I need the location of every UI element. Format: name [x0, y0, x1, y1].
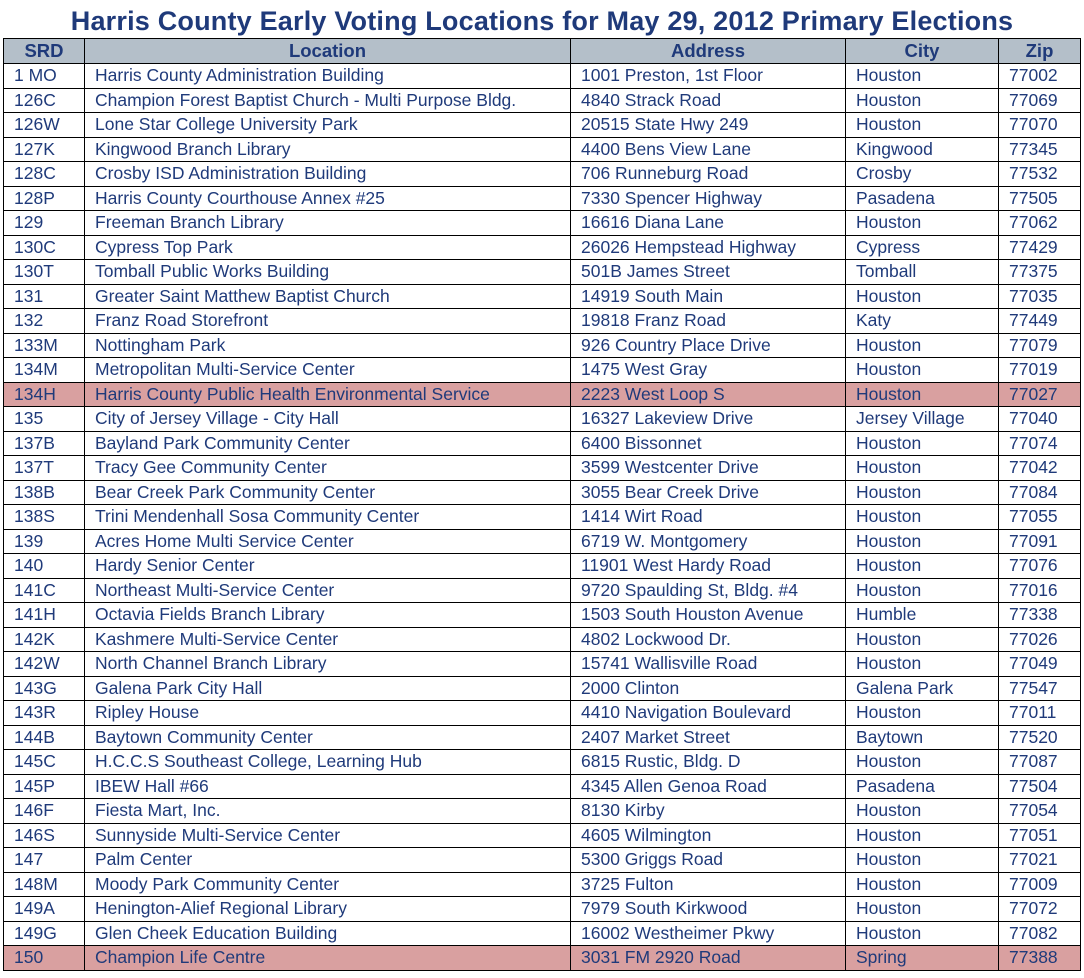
city-cell: Houston: [846, 88, 999, 113]
city-cell: Houston: [846, 382, 999, 407]
srd-cell: 147: [4, 848, 85, 873]
table-row: [4, 137, 1081, 162]
city-cell: Crosby: [846, 162, 999, 187]
location-cell: Octavia Fields Branch Library: [85, 603, 571, 628]
srd-cell: 150: [4, 946, 85, 971]
zip-cell: 77035: [999, 284, 1081, 309]
location-cell: Champion Forest Baptist Church - Multi Purpose Bldg.: [85, 88, 571, 113]
location-cell: Bayland Park Community Center: [85, 431, 571, 456]
location-cell: Trini Mendenhall Sosa Community Center: [85, 505, 571, 530]
city-cell: Baytown: [846, 725, 999, 750]
table-row: [4, 529, 1081, 554]
table-row: [4, 848, 1081, 873]
zip-cell: 77338: [999, 603, 1081, 628]
location-cell: Harris County Courthouse Annex #25: [85, 186, 571, 211]
srd-cell: 143R: [4, 701, 85, 726]
table-row: [4, 799, 1081, 824]
location-cell: Glen Cheek Education Building: [85, 921, 571, 946]
city-cell: Tomball: [846, 260, 999, 285]
table-row: [4, 64, 1081, 89]
zip-cell: 77388: [999, 946, 1081, 971]
location-cell: Tomball Public Works Building: [85, 260, 571, 285]
zip-cell: 77070: [999, 113, 1081, 138]
zip-cell: 77547: [999, 676, 1081, 701]
zip-cell: 77026: [999, 627, 1081, 652]
srd-cell: 141H: [4, 603, 85, 628]
srd-cell: 145P: [4, 774, 85, 799]
city-cell: Houston: [846, 333, 999, 358]
address-cell: 1414 Wirt Road: [571, 505, 846, 530]
table-row: [4, 88, 1081, 113]
city-cell: Houston: [846, 284, 999, 309]
table-row: [4, 652, 1081, 677]
table-row: [4, 382, 1081, 407]
city-cell: Houston: [846, 480, 999, 505]
address-cell: 4802 Lockwood Dr.: [571, 627, 846, 652]
voting-locations-table: [3, 38, 1081, 971]
zip-cell: 77429: [999, 235, 1081, 260]
zip-cell: 77074: [999, 431, 1081, 456]
zip-cell: 77054: [999, 799, 1081, 824]
srd-cell: 138B: [4, 480, 85, 505]
zip-cell: 77019: [999, 358, 1081, 383]
table-row: [4, 774, 1081, 799]
column-header-zip: Zip: [999, 39, 1081, 64]
address-cell: 9720 Spaulding St, Bldg. #4: [571, 578, 846, 603]
address-cell: 8130 Kirby: [571, 799, 846, 824]
srd-cell: 140: [4, 554, 85, 579]
address-cell: 7330 Spencer Highway: [571, 186, 846, 211]
address-cell: 4840 Strack Road: [571, 88, 846, 113]
table-row: [4, 260, 1081, 285]
table-row: [4, 211, 1081, 236]
column-header-srd: SRD: [4, 39, 85, 64]
zip-cell: 77375: [999, 260, 1081, 285]
zip-cell: 77091: [999, 529, 1081, 554]
zip-cell: 77016: [999, 578, 1081, 603]
city-cell: Houston: [846, 823, 999, 848]
table-row: [4, 162, 1081, 187]
city-cell: Pasadena: [846, 774, 999, 799]
address-cell: 6400 Bissonnet: [571, 431, 846, 456]
table-row: [4, 554, 1081, 579]
city-cell: Houston: [846, 456, 999, 481]
location-cell: Baytown Community Center: [85, 725, 571, 750]
zip-cell: 77504: [999, 774, 1081, 799]
table-row: [4, 235, 1081, 260]
city-cell: Houston: [846, 799, 999, 824]
city-cell: Houston: [846, 627, 999, 652]
address-cell: 4410 Navigation Boulevard: [571, 701, 846, 726]
address-cell: 1001 Preston, 1st Floor: [571, 64, 846, 89]
address-cell: 3055 Bear Creek Drive: [571, 480, 846, 505]
address-cell: 16616 Diana Lane: [571, 211, 846, 236]
city-cell: Jersey Village: [846, 407, 999, 432]
location-cell: Champion Life Centre: [85, 946, 571, 971]
zip-cell: 77079: [999, 333, 1081, 358]
location-cell: North Channel Branch Library: [85, 652, 571, 677]
city-cell: Houston: [846, 211, 999, 236]
address-cell: 3599 Westcenter Drive: [571, 456, 846, 481]
address-cell: 16002 Westheimer Pkwy: [571, 921, 846, 946]
address-cell: 4605 Wilmington: [571, 823, 846, 848]
location-cell: Galena Park City Hall: [85, 676, 571, 701]
column-header-city: City: [846, 39, 999, 64]
srd-cell: 146F: [4, 799, 85, 824]
table-row: [4, 603, 1081, 628]
zip-cell: 77051: [999, 823, 1081, 848]
zip-cell: 77002: [999, 64, 1081, 89]
address-cell: 16327 Lakeview Drive: [571, 407, 846, 432]
srd-cell: 131: [4, 284, 85, 309]
city-cell: Houston: [846, 652, 999, 677]
address-cell: 2407 Market Street: [571, 725, 846, 750]
address-cell: 6719 W. Montgomery: [571, 529, 846, 554]
location-cell: Cypress Top Park: [85, 235, 571, 260]
table-row: [4, 309, 1081, 334]
srd-cell: 129: [4, 211, 85, 236]
address-cell: 3725 Fulton: [571, 872, 846, 897]
location-cell: Hardy Senior Center: [85, 554, 571, 579]
srd-cell: 126W: [4, 113, 85, 138]
address-cell: 501B James Street: [571, 260, 846, 285]
table-row: [4, 358, 1081, 383]
table-row: [4, 676, 1081, 701]
location-cell: Acres Home Multi Service Center: [85, 529, 571, 554]
zip-cell: 77055: [999, 505, 1081, 530]
srd-cell: 149A: [4, 897, 85, 922]
table-row: [4, 333, 1081, 358]
location-cell: Ripley House: [85, 701, 571, 726]
zip-cell: 77009: [999, 872, 1081, 897]
address-cell: 2223 West Loop S: [571, 382, 846, 407]
header-row: [4, 39, 1081, 64]
zip-cell: 77505: [999, 186, 1081, 211]
srd-cell: 130T: [4, 260, 85, 285]
table-row: [4, 823, 1081, 848]
table-row: [4, 701, 1081, 726]
address-cell: 6815 Rustic, Bldg. D: [571, 750, 846, 775]
address-cell: 7979 South Kirkwood: [571, 897, 846, 922]
address-cell: 2000 Clinton: [571, 676, 846, 701]
location-cell: Fiesta Mart, Inc.: [85, 799, 571, 824]
zip-cell: 77532: [999, 162, 1081, 187]
srd-cell: 126C: [4, 88, 85, 113]
column-header-address: Address: [571, 39, 846, 64]
zip-cell: 77449: [999, 309, 1081, 334]
zip-cell: 77062: [999, 211, 1081, 236]
table-row: [4, 456, 1081, 481]
zip-cell: 77084: [999, 480, 1081, 505]
srd-cell: 134H: [4, 382, 85, 407]
location-cell: IBEW Hall #66: [85, 774, 571, 799]
zip-cell: 77520: [999, 725, 1081, 750]
srd-cell: 145C: [4, 750, 85, 775]
srd-cell: 137B: [4, 431, 85, 456]
location-cell: Northeast Multi-Service Center: [85, 578, 571, 603]
table-row: [4, 946, 1081, 971]
location-cell: Tracy Gee Community Center: [85, 456, 571, 481]
table-row: [4, 186, 1081, 211]
zip-cell: 77027: [999, 382, 1081, 407]
city-cell: Houston: [846, 554, 999, 579]
city-cell: Houston: [846, 750, 999, 775]
srd-cell: 149G: [4, 921, 85, 946]
srd-cell: 127K: [4, 137, 85, 162]
zip-cell: 77069: [999, 88, 1081, 113]
city-cell: Houston: [846, 921, 999, 946]
city-cell: Kingwood: [846, 137, 999, 162]
srd-cell: 128C: [4, 162, 85, 187]
location-cell: Franz Road Storefront: [85, 309, 571, 334]
zip-cell: 77082: [999, 921, 1081, 946]
location-cell: Henington-Alief Regional Library: [85, 897, 571, 922]
location-cell: Palm Center: [85, 848, 571, 873]
location-cell: Greater Saint Matthew Baptist Church: [85, 284, 571, 309]
table-row: [4, 480, 1081, 505]
table-body: [4, 64, 1081, 971]
city-cell: Houston: [846, 872, 999, 897]
location-cell: Harris County Administration Building: [85, 64, 571, 89]
address-cell: 926 Country Place Drive: [571, 333, 846, 358]
location-cell: Kashmere Multi-Service Center: [85, 627, 571, 652]
srd-cell: 143G: [4, 676, 85, 701]
location-cell: City of Jersey Village - City Hall: [85, 407, 571, 432]
city-cell: Galena Park: [846, 676, 999, 701]
table-row: [4, 505, 1081, 530]
city-cell: Houston: [846, 64, 999, 89]
zip-cell: 77011: [999, 701, 1081, 726]
location-cell: Lone Star College University Park: [85, 113, 571, 138]
page-title: Harris County Early Voting Locations for May 29, 2012 Primary Elections: [70, 6, 1014, 36]
location-cell: Crosby ISD Administration Building: [85, 162, 571, 187]
srd-cell: 137T: [4, 456, 85, 481]
location-cell: Nottingham Park: [85, 333, 571, 358]
address-cell: 19818 Franz Road: [571, 309, 846, 334]
zip-cell: 77049: [999, 652, 1081, 677]
zip-cell: 77087: [999, 750, 1081, 775]
srd-cell: 132: [4, 309, 85, 334]
srd-cell: 142K: [4, 627, 85, 652]
table-row: [4, 627, 1081, 652]
address-cell: 4400 Bens View Lane: [571, 137, 846, 162]
address-cell: 4345 Allen Genoa Road: [571, 774, 846, 799]
city-cell: Houston: [846, 113, 999, 138]
city-cell: Spring: [846, 946, 999, 971]
srd-cell: 142W: [4, 652, 85, 677]
city-cell: Houston: [846, 578, 999, 603]
srd-cell: 130C: [4, 235, 85, 260]
city-cell: Pasadena: [846, 186, 999, 211]
srd-cell: 144B: [4, 725, 85, 750]
srd-cell: 138S: [4, 505, 85, 530]
column-header-location: Location: [85, 39, 571, 64]
srd-cell: 146S: [4, 823, 85, 848]
location-cell: Bear Creek Park Community Center: [85, 480, 571, 505]
srd-cell: 135: [4, 407, 85, 432]
location-cell: Sunnyside Multi-Service Center: [85, 823, 571, 848]
table-row: [4, 872, 1081, 897]
city-cell: Katy: [846, 309, 999, 334]
table-row: [4, 431, 1081, 456]
address-cell: 15741 Wallisville Road: [571, 652, 846, 677]
address-cell: 14919 South Main: [571, 284, 846, 309]
location-cell: Metropolitan Multi-Service Center: [85, 358, 571, 383]
srd-cell: 141C: [4, 578, 85, 603]
city-cell: Houston: [846, 701, 999, 726]
location-cell: Harris County Public Health Environmental Service: [85, 382, 571, 407]
address-cell: 11901 West Hardy Road: [571, 554, 846, 579]
city-cell: Houston: [846, 358, 999, 383]
table-row: [4, 897, 1081, 922]
table-row: [4, 407, 1081, 432]
table-row: [4, 750, 1081, 775]
city-cell: Humble: [846, 603, 999, 628]
address-cell: 5300 Griggs Road: [571, 848, 846, 873]
table-row: [4, 113, 1081, 138]
city-cell: Houston: [846, 897, 999, 922]
zip-cell: 77345: [999, 137, 1081, 162]
srd-cell: 148M: [4, 872, 85, 897]
table-row: [4, 578, 1081, 603]
address-cell: 1503 South Houston Avenue: [571, 603, 846, 628]
address-cell: 26026 Hempstead Highway: [571, 235, 846, 260]
srd-cell: 134M: [4, 358, 85, 383]
city-cell: Houston: [846, 848, 999, 873]
zip-cell: 77076: [999, 554, 1081, 579]
address-cell: 20515 State Hwy 249: [571, 113, 846, 138]
table-row: [4, 284, 1081, 309]
srd-cell: 128P: [4, 186, 85, 211]
srd-cell: 139: [4, 529, 85, 554]
zip-cell: 77021: [999, 848, 1081, 873]
srd-cell: 1 MO: [4, 64, 85, 89]
srd-cell: 133M: [4, 333, 85, 358]
address-cell: 1475 West Gray: [571, 358, 846, 383]
location-cell: Freeman Branch Library: [85, 211, 571, 236]
table-header: [4, 39, 1081, 64]
city-cell: Houston: [846, 431, 999, 456]
location-cell: Moody Park Community Center: [85, 872, 571, 897]
city-cell: Houston: [846, 505, 999, 530]
city-cell: Cypress: [846, 235, 999, 260]
table-row: [4, 921, 1081, 946]
address-cell: 706 Runneburg Road: [571, 162, 846, 187]
zip-cell: 77072: [999, 897, 1081, 922]
zip-cell: 77040: [999, 407, 1081, 432]
table-row: [4, 725, 1081, 750]
city-cell: Houston: [846, 529, 999, 554]
zip-cell: 77042: [999, 456, 1081, 481]
location-cell: Kingwood Branch Library: [85, 137, 571, 162]
address-cell: 3031 FM 2920 Road: [571, 946, 846, 971]
location-cell: H.C.C.S Southeast College, Learning Hub: [85, 750, 571, 775]
